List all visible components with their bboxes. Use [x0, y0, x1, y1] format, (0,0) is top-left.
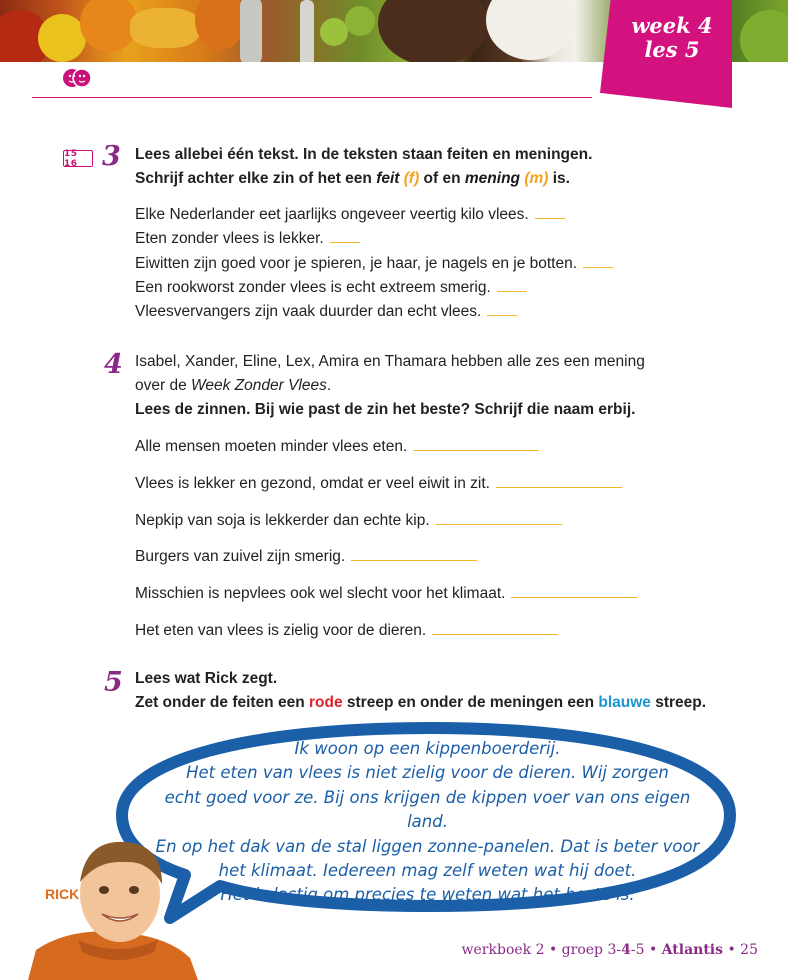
speech-line-3: echt goed voor ze. Bij ons krijgen de kippen voer van ons eigen land.	[164, 787, 691, 832]
week-lesson-label	[622, 14, 722, 62]
exercise-number-4: 4	[104, 349, 123, 380]
exercise3-sentence-4: Een rookworst zonder vlees is echt extreem smerig.	[135, 276, 527, 300]
speech-line-2: Het eten van vlees is niet zielig voor de dieren. Wij zorgen	[186, 763, 669, 783]
footer-werkboek: werkboek 2	[461, 942, 545, 958]
page-number: 25	[740, 942, 758, 958]
answer-blank[interactable]	[535, 218, 565, 219]
name-answer-blank[interactable]	[432, 634, 558, 635]
exercise3-instruction-line1: Lees allebei één tekst. In de teksten staan feiten en meningen.	[135, 146, 593, 163]
name-answer-blank[interactable]	[496, 487, 622, 488]
speech-line-5: het klimaat. Iedereen mag zelf weten wat hij doet.	[218, 861, 637, 881]
footer-atlantis: Atlantis	[661, 942, 723, 958]
exercise4-intro-line1: Isabel, Xander, Eline, Lex, Amira en Thamara hebben alle zes een mening	[135, 353, 645, 370]
exercise4-sentence-5: Misschien is nepvlees ook wel slecht voor het klimaat.	[135, 582, 637, 606]
exercise5-line2: Zet onder de feiten een rode streep en onder de meningen een blauwe streep.	[135, 694, 707, 711]
name-answer-blank[interactable]	[511, 597, 637, 598]
name-answer-blank[interactable]	[351, 560, 477, 561]
speaker-label: RICK	[45, 886, 80, 902]
exercise3-sentence-3: Eiwitten zijn goed voor je spieren, je haar, je nagels en je botten.	[135, 252, 613, 276]
exercise4-intro-line2: over de Week Zonder Vlees.	[135, 377, 332, 394]
speech-line-6: Het is lastig om precies te weten wat het beste is.	[220, 885, 635, 905]
pair-work-icon	[62, 66, 92, 90]
exercise3-instruction-line2: Schrijf achter elke zin of het een feit (f) of en mening (m) is.	[135, 170, 570, 187]
page-footer: werkboek 2 • groep 3-4-5 • Atlantis • 25	[461, 942, 758, 958]
exercise4-sentence-2: Vlees is lekker en gezond, omdat er veel eiwit in zit.	[135, 472, 622, 496]
exercise3-sentence-1: Elke Nederlander eet jaarlijks ongeveer veertig kilo vlees.	[135, 203, 565, 227]
name-answer-blank[interactable]	[413, 450, 539, 451]
exercise-number-3: 3	[102, 141, 121, 172]
speech-bubble-text	[150, 737, 705, 908]
page-reference-badge: 15 16	[63, 150, 93, 167]
exercise4-sentence-3: Nepkip van soja is lekkerder dan echte kip.	[135, 509, 562, 533]
exercise-number-5: 5	[104, 667, 123, 698]
exercise4-sentence-1: Alle mensen moeten minder vlees eten.	[135, 435, 539, 459]
exercise3-sentence-5: Vleesvervangers zijn vaak duurder dan echt vlees.	[135, 300, 517, 324]
exercise4-sentence-4: Burgers van zuivel zijn smerig.	[135, 545, 477, 569]
week-label: week 4	[631, 13, 713, 38]
footer-groep: groep 3-4-5	[561, 942, 645, 958]
answer-blank[interactable]	[497, 291, 527, 292]
exercise4-instruction: Lees de zinnen. Bij wie past de zin het beste? Schrijf die naam erbij.	[135, 401, 636, 418]
name-answer-blank[interactable]	[436, 524, 562, 525]
header-rule	[32, 97, 592, 98]
speech-line-1: Ik woon op een kippenboerderij.	[294, 739, 561, 758]
exercise3-sentence-2: Eten zonder vlees is lekker.	[135, 227, 360, 251]
answer-blank[interactable]	[487, 315, 517, 316]
answer-blank[interactable]	[330, 242, 360, 243]
exercise4-sentence-6: Het eten van vlees is zielig voor de dieren.	[135, 619, 558, 643]
lesson-label: les 5	[644, 37, 700, 62]
exercise5-line1: Lees wat Rick zegt.	[135, 670, 278, 687]
answer-blank[interactable]	[583, 267, 613, 268]
speech-line-4: En op het dak van de stal liggen zonne-panelen. Dat is beter voor	[155, 836, 700, 856]
rick-boy-photo	[28, 832, 198, 980]
